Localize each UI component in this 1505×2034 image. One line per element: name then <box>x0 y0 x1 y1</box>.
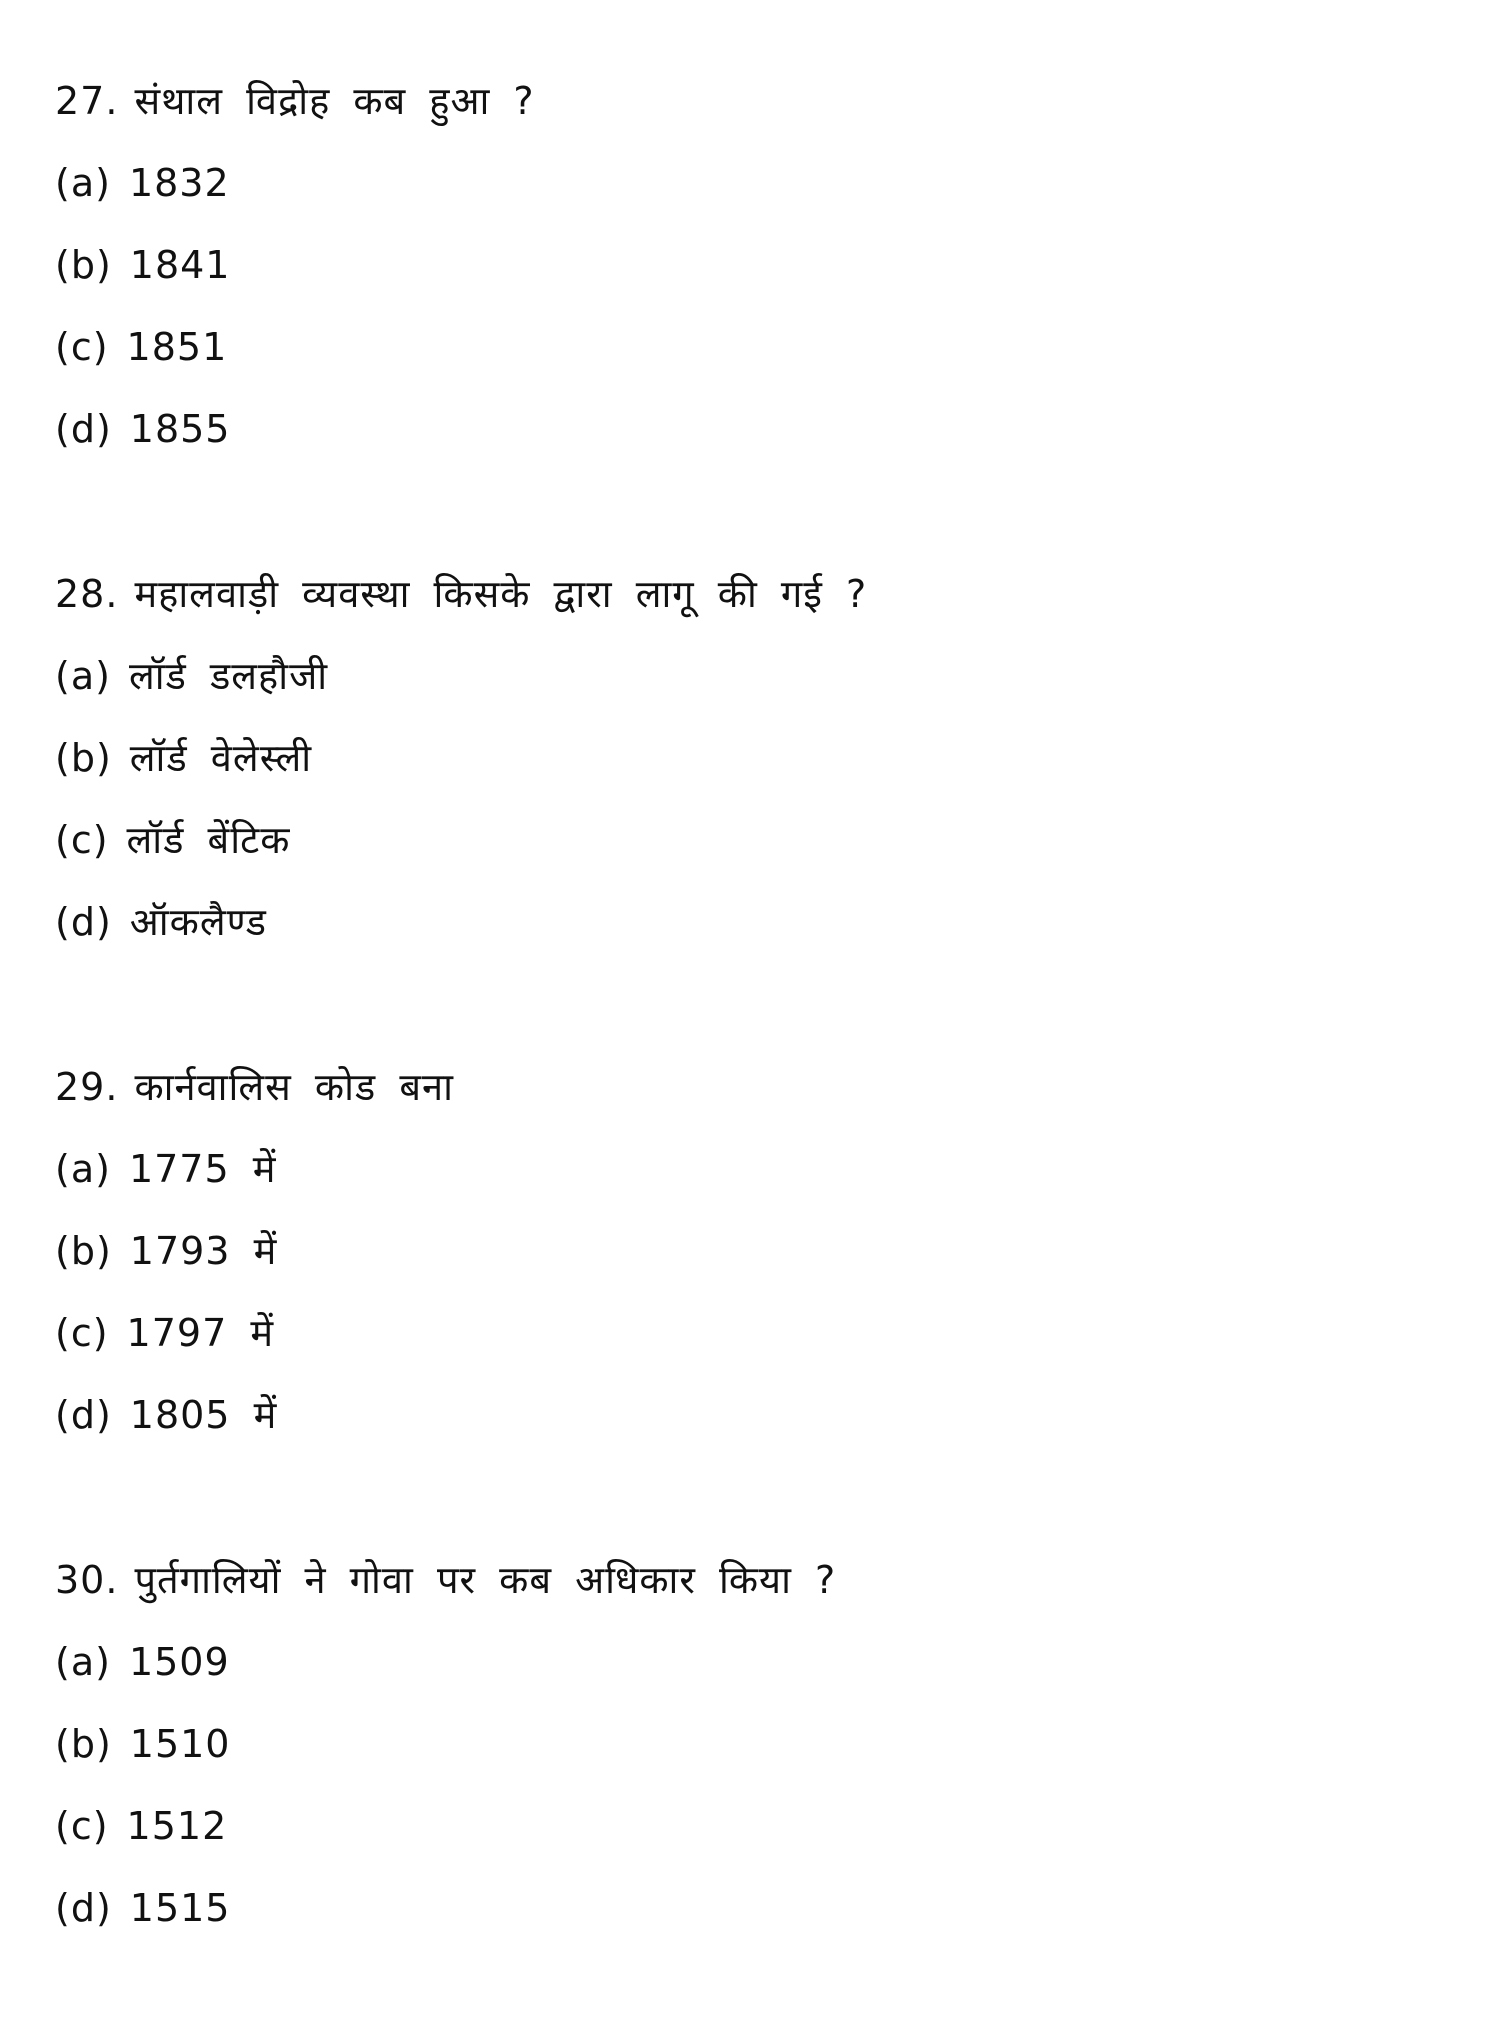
option-a <box>55 1621 1455 1703</box>
option-text: 1793 में <box>129 1229 278 1273</box>
question-27 <box>55 60 1455 470</box>
option-text: 1841 <box>129 243 231 287</box>
option-b <box>55 1210 1455 1292</box>
option-text: लॉर्ड डलहौजी <box>128 654 329 698</box>
option-label: (b) <box>55 736 112 780</box>
question-text: पुर्तगालियों ने गोवा पर कब अधिकार किया ? <box>134 1558 837 1602</box>
option-text: 1851 <box>126 325 228 369</box>
option-label: (a) <box>55 1640 111 1684</box>
option-c <box>55 799 1455 881</box>
option-label: (c) <box>55 1804 109 1848</box>
option-label: (d) <box>55 1886 112 1930</box>
option-d <box>55 388 1455 470</box>
option-text: 1775 में <box>128 1147 277 1191</box>
option-a <box>55 142 1455 224</box>
option-label: (b) <box>55 243 112 287</box>
option-text: 1510 <box>129 1722 231 1766</box>
option-text: 1832 <box>128 161 230 205</box>
option-text: 1855 <box>129 407 231 451</box>
question-text: कार्नवालिस कोड बना <box>134 1065 454 1109</box>
option-a <box>55 1128 1455 1210</box>
option-label: (d) <box>55 1393 112 1437</box>
option-label: (d) <box>55 900 112 944</box>
option-d <box>55 881 1455 963</box>
option-b <box>55 717 1455 799</box>
option-label: (b) <box>55 1722 112 1766</box>
option-label: (c) <box>55 818 109 862</box>
option-b <box>55 224 1455 306</box>
question-number: 30. <box>55 1558 119 1602</box>
option-label: (c) <box>55 1311 109 1355</box>
question-29 <box>55 1046 1455 1456</box>
question-number: 28. <box>55 572 119 616</box>
option-text: लॉर्ड वेलेस्ली <box>129 736 313 780</box>
option-text: 1797 में <box>126 1311 275 1355</box>
option-label: (c) <box>55 325 109 369</box>
question-text-line <box>55 60 1455 142</box>
option-d <box>55 1867 1455 1949</box>
option-c <box>55 306 1455 388</box>
question-text-line <box>55 1046 1455 1128</box>
option-label: (a) <box>55 161 111 205</box>
option-text: 1805 में <box>129 1393 278 1437</box>
option-text: 1515 <box>129 1886 231 1930</box>
question-text: संथाल विद्रोह कब हुआ ? <box>134 79 535 123</box>
option-text: 1512 <box>126 1804 228 1848</box>
option-a <box>55 635 1455 717</box>
question-text-line <box>55 553 1455 635</box>
option-b <box>55 1703 1455 1785</box>
question-30 <box>55 1539 1455 1949</box>
option-c <box>55 1785 1455 1867</box>
question-number: 29. <box>55 1065 119 1109</box>
question-text-line <box>55 1539 1455 1621</box>
option-label: (a) <box>55 1147 111 1191</box>
option-label: (b) <box>55 1229 112 1273</box>
option-label: (a) <box>55 654 111 698</box>
option-text: ऑकलैण्ड <box>129 900 267 944</box>
option-text: 1509 <box>128 1640 230 1684</box>
question-number: 27. <box>55 79 119 123</box>
question-28 <box>55 553 1455 963</box>
option-text: लॉर्ड बेंटिक <box>126 818 291 862</box>
option-d <box>55 1374 1455 1456</box>
question-text: महालवाड़ी व्यवस्था किसके द्वारा लागू की गई ? <box>134 572 868 616</box>
option-label: (d) <box>55 407 112 451</box>
option-c <box>55 1292 1455 1374</box>
